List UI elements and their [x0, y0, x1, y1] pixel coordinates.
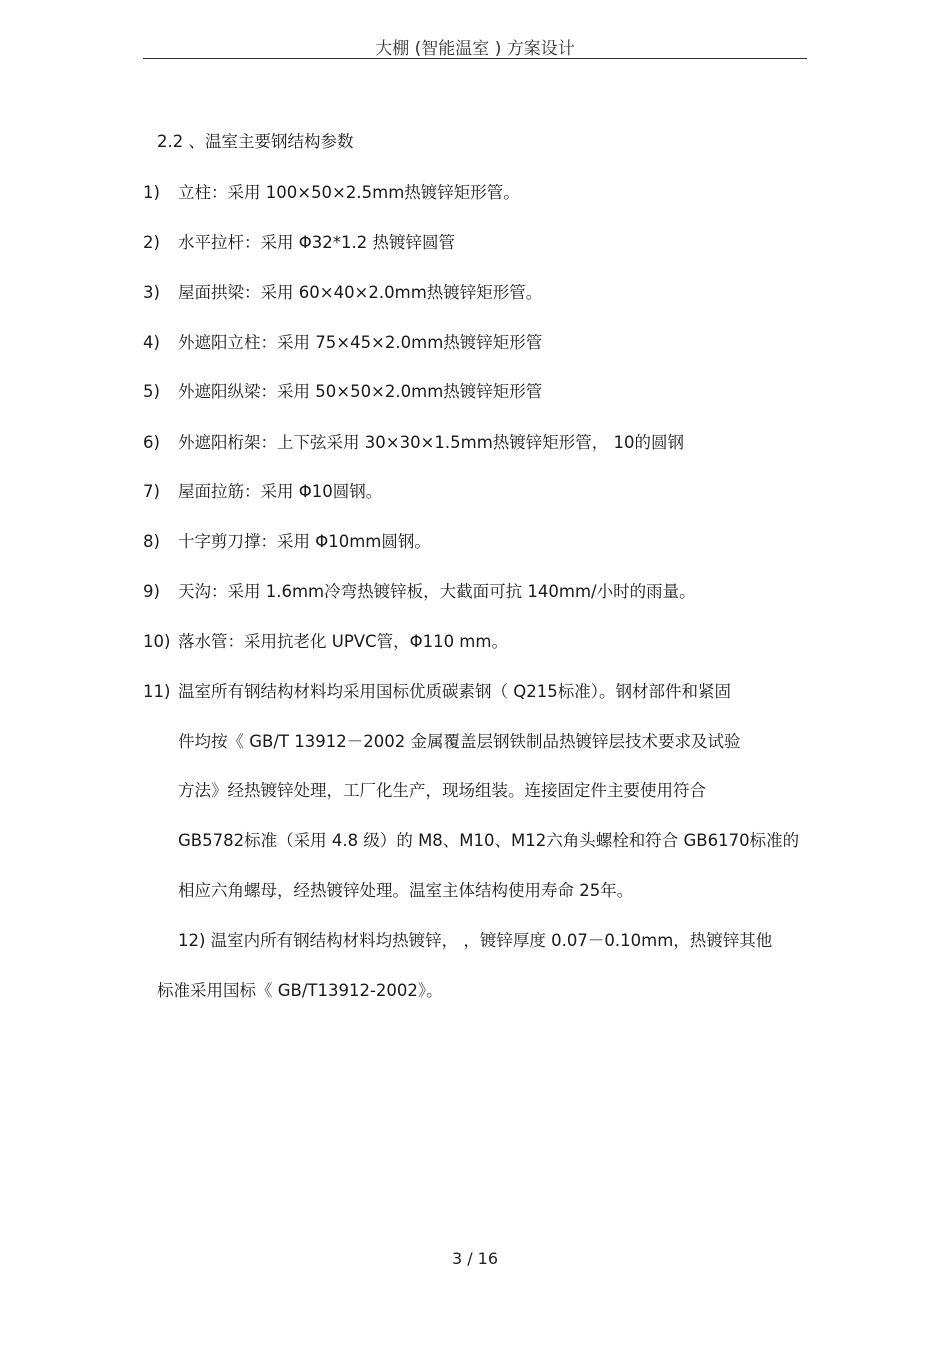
item-number: 11) — [143, 682, 171, 701]
item-12-line-2: 标准采用国标《 GB/T13912-2002》。 — [157, 981, 443, 1000]
item-text-continuation: GB5782标准（采用 4.8 级）的 M8、M10、M12六角头螺栓和符合 GB6170标准的 — [178, 831, 800, 850]
item-text: 十字剪刀撑：采用 Φ10mm圆钢。 — [178, 532, 431, 551]
item-text-continuation: 件均按《 GB/T 13912－2002 金属覆盖层钢铁制品热镀锌层技术要求及试验 — [178, 732, 741, 751]
item-text: 天沟：采用 1.6mm冷弯热镀锌板，大截面可抗 140mm/小时的雨量。 — [178, 582, 696, 601]
item-12-line-1: 12) 温室内所有钢结构材料均热镀锌， ，镀锌厚度 0.07－0.10mm，热镀锌其他 — [178, 931, 773, 950]
page-number: 3 / 16 — [451, 1249, 499, 1268]
item-text-continuation: 方法》经热镀锌处理，工厂化生产，现场组装。连接固定件主要使用符合 — [178, 781, 706, 800]
item-text: 水平拉杆：采用 Φ32*1.2 热镀锌圆管 — [178, 233, 455, 252]
item-text: 屋面拉筋：采用 Φ10圆钢。 — [178, 482, 383, 501]
section-title: 2.2 、温室主要钢结构参数 — [157, 132, 354, 151]
item-text: 屋面拱梁：采用 60×40×2.0mm热镀锌矩形管。 — [178, 283, 543, 302]
item-number: 8) — [143, 532, 160, 551]
item-text: 外遮阳纵梁：采用 50×50×2.0mm热镀锌矩形管 — [178, 382, 543, 401]
header-divider — [143, 58, 807, 59]
item-number: 3) — [143, 283, 160, 302]
item-number: 2) — [143, 233, 160, 252]
item-text: 外遮阳立柱：采用 75×45×2.0mm热镀锌矩形管 — [178, 333, 543, 352]
item-text-continuation: 相应六角螺母，经热镀锌处理。温室主体结构使用寿命 25年。 — [178, 881, 634, 900]
item-number: 4) — [143, 333, 160, 352]
item-number: 5) — [143, 382, 160, 401]
item-text: 落水管：采用抗老化 UPVC管，Φ110 mm。 — [178, 632, 508, 651]
item-number: 7) — [143, 482, 160, 501]
item-text: 外遮阳桁架：上下弦采用 30×30×1.5mm热镀锌矩形管， 10的圆钢 — [178, 433, 685, 452]
item-number: 9) — [143, 582, 160, 601]
item-number: 1) — [143, 183, 160, 202]
page-header-title: 大棚 (智能温室 ) 方案设计 — [375, 39, 575, 59]
item-text: 立柱：采用 100×50×2.5mm热镀锌矩形管。 — [178, 183, 520, 202]
item-number: 10) — [143, 632, 171, 651]
item-text: 温室所有钢结构材料均采用国标优质碳素钢（ Q215标准）。钢材部件和紧固 — [178, 682, 731, 701]
item-number: 6) — [143, 433, 160, 452]
